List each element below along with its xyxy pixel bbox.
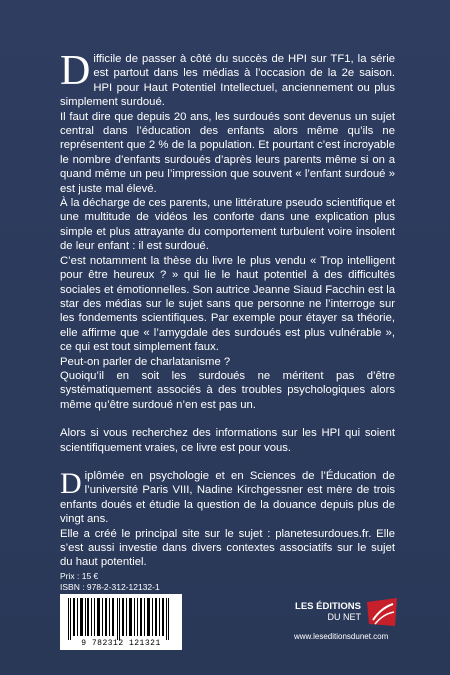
- publisher-name-line-2: DU NET: [327, 612, 361, 622]
- intro-paragraph-6: Quoiqu’il en soit les surdoués ne méritent pas d’être systématiquement associés à des troubles psychologiques alors même qu’être surdoué n’en est pas un.: [60, 369, 395, 411]
- publisher-website: www.leseditionsdunet.com: [294, 632, 389, 641]
- intro-paragraph-3: À la décharge de ces parents, une littérature pseudo scientifique et une multitude de vidéos les conforte dans une explication plus simple et plus attrayante du comportement turbulent voire insolent de leur enfant : il est surdoué.: [60, 197, 395, 253]
- drop-cap-intro: D: [60, 48, 91, 94]
- author-paragraph-2: Elle a créé le principal site sur le sujet : planetesurdoues.fr. Elle s’est aussi investie dans divers contextes associatifs sur le sujet du haut potentiel.: [60, 527, 395, 569]
- barcode: [60, 594, 182, 650]
- price-isbn: [60, 571, 160, 593]
- intro-paragraph-2: Il faut dire que depuis 20 ans, les surdoués sont devenus un sujet central dans l’éducation des enfants alors même qu’ils ne représentent que 2 % de la population. Et pourtant c’est incroyable le nombre d’enfants surdoués d’après leurs parents même si on a quand même un peu l’impression que souvent « l’enfant surdoué » est juste mal élevé.: [60, 110, 395, 195]
- intro-conclusion: Alors si vous recherchez des informations sur les HPI qui soient scientifiquement vraies, ce livre est pour vous.: [60, 427, 395, 454]
- blurb: [60, 48, 395, 570]
- publisher-mark-icon: [365, 598, 399, 628]
- intro-question: Peut-on parler de charlatanisme ?: [60, 355, 231, 368]
- drop-cap-author: D: [60, 466, 82, 500]
- price: Prix : 15 €: [60, 571, 99, 581]
- publisher-name: [295, 601, 361, 623]
- barcode-digits: 9 782312 121321: [81, 639, 161, 648]
- intro-paragraph-4: C’est notamment la thèse du livre le plus vendu « Trop intelligent pour être heureux ? » qui lie le haut potentiel à des difficultés sociales et émotionnelles. Son autrice Jeanne Siaud Facchin est la star des médias sur le sujet sans que personne ne l’interroge sur les fondements scientifiques. Par exemple pour étayer sa théorie, elle affirme que « l’amygdale des surdoués est plus vulnérable », ce qui est tout simplement faux.: [60, 254, 395, 354]
- isbn: ISBN : 978-2-312-12132-1: [60, 582, 160, 592]
- intro-paragraph-1: Difficile de passer à côté du succès de HPI sur TF1, la série est partout dans les médias à l’occasion de la 2e saison. HPI pour Haut Potentiel Intellectuel, anciennement ou plus simplement surdoué.: [60, 48, 395, 109]
- author-paragraph-1: Diplômée en psychologie et en Sciences de l’Éducation de l’université Paris VIII, Nadine Kirchgessner est mère de trois enfants doués et étudie la question de la douance depuis plus de vingt ans.: [60, 466, 395, 526]
- publisher-name-line-1: LES ÉDITIONS: [295, 601, 361, 612]
- publisher-logo: [284, 598, 399, 634]
- barcode-bars: [60, 594, 182, 640]
